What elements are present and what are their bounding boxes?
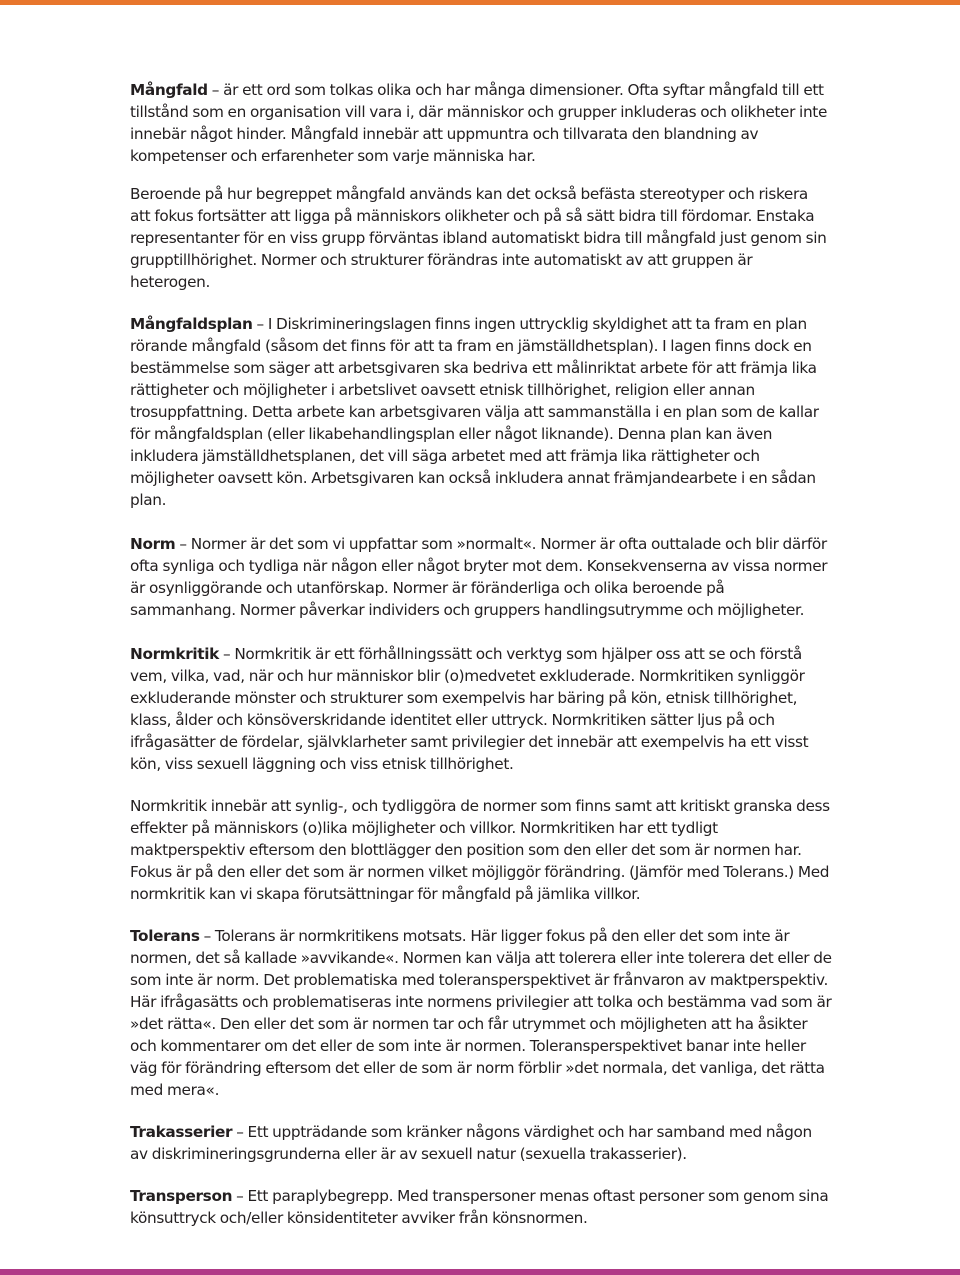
entry-separator: –	[199, 927, 215, 945]
entry-term: Mångfald	[130, 81, 208, 99]
entry-tolerans	[130, 925, 832, 1101]
entry-separator: –	[175, 535, 191, 553]
entry-text: Ett paraplybegrepp. Med transpersoner menas oftast personer som genom sina könsuttryck och/eller könsidentiteter avviker från könsnormen.	[130, 1187, 829, 1227]
entry-term: Normkritik	[130, 645, 219, 663]
entry-term: Mångfaldsplan	[130, 315, 253, 333]
entry-text: Normkritik innebär att synlig-, och tydliggöra de normer som finns samt att kritiskt granska dess effekter på människors (o)lika möjligheter och villkor. Normkritiken har ett tydligt maktperspektiv eftersom den blottlägger den position som den eller det som är normen har. Fokus är på den eller det som är normen vilket möjliggör förändring. (Jämför med Tolerans.) Med normkritik kan vi skapa förutsättningar för mångfald på jämlika villkor.	[130, 797, 830, 903]
entry-text: Normer är det som vi uppfattar som »normalt«. Normer är ofta outtalade och blir därför ofta synliga och tydliga när någon eller något bryter mot dem. Konsekvenserna av vissa normer är osynliggörande och utanförskap. Normer är föränderliga och olika beroende på sammanhang. Normer påverkar individers och gruppers handlingsutrymme och möjligheter.	[130, 535, 828, 619]
entry-separator: –	[207, 81, 224, 99]
entry-transperson	[130, 1185, 832, 1229]
top-accent-rule	[0, 0, 960, 5]
entry-text: Beroende på hur begreppet mångfald används kan det också befästa stereotyper och riskera att fokus fortsätter att ligga på människors olikheter och på så sätt bidra till fördomar. Enstaka representanter för en viss grupp förväntas ibland automatiskt bidra till mångfald just genom sin grupptillhörighet. Normer och strukturer förändras inte automatiskt av att gruppen är heterogen.	[130, 185, 827, 291]
entry-trakasserier	[130, 1121, 832, 1165]
entry-norm	[130, 533, 832, 621]
entry-mangfald	[130, 79, 832, 167]
entry-mangfald-continued	[130, 183, 832, 293]
entry-separator: –	[232, 1123, 248, 1141]
entry-text: I Diskrimineringslagen finns ingen uttrycklig skyldighet att ta fram en plan rörande mångfald (såsom det finns för att ta fram en jämställdhetsplan). I lagen finns dock en bestämmelse som säger att arbetsgivaren ska bedriva ett målinriktat arbete för att främja lika rättigheter och möjligheter i arbetslivet oavsett etnisk tillhörighet, religion eller annan trosuppfattning. Detta arbete kan arbetsgivaren välja att sammanställa i en plan som de kallar för mångfaldsplan (eller likabehandlingsplan eller något liknande). Denna plan kan även inkludera jämställdhetsplanen, det vill säga arbetet med att främja lika rättigheter och möjligheter oavsett kön. Arbetsgivaren kan också inkludera annat främjandearbete i en sådan plan.	[130, 315, 819, 509]
entry-text: är ett ord som tolkas olika och har många dimensioner. Ofta syftar mångfald till ett tillstånd som en organisation vill vara i, där människor och grupper inkluderas och olikheter inte innebär något hinder. Mångfald innebär att uppmuntra och tillvarata den blandning av kompetenser och erfarenheter som varje människa har.	[130, 81, 827, 165]
entry-term: Transperson	[130, 1187, 233, 1205]
glossary-body	[130, 79, 832, 1229]
entry-term: Trakasserier	[130, 1123, 233, 1141]
entry-normkritik-continued	[130, 795, 832, 905]
entry-text: Ett uppträdande som kränker någons värdighet och har samband med någon av diskrimineringsgrunderna eller är av sexuell natur (sexuella trakasserier).	[130, 1123, 812, 1163]
entry-mangfaldsplan	[130, 313, 832, 511]
entry-separator: –	[252, 315, 268, 333]
entry-separator: –	[232, 1187, 248, 1205]
entry-term: Norm	[130, 535, 176, 553]
entry-text: Tolerans är normkritikens motsats. Här ligger fokus på den eller det som inte är normen, det så kallade »avvikande«. Normen kan välja att tolerera eller inte tolerera det eller de som inte är norm. Det problematiska med toleransperspektivet är frånvaron av maktperspektiv. Här ifrågasätts och problematiseras inte normens privilegier att tolka och bestämma vad som är »det rätta«. Den eller det som är normen tar och får utrymmet och möjligheten att ha åsikter och kommentarer om det eller de som inte är normen. Toleransperspektivet banar inte heller väg för förändring eftersom det eller de som är norm förblir »det normala, det vanliga, det rätta med mera«.	[130, 927, 832, 1099]
entry-text: Normkritik är ett förhållningssätt och verktyg som hjälper oss att se och förstå vem, vilka, vad, när och hur människor blir (o)medvetet exkluderade. Normkritiken synliggör exkluderande mönster och strukturer som exempelvis har bäring på kön, etnisk tillhörighet, klass, ålder och könsöverskridande identitet eller uttryck. Normkritiken sätter ljus på och ifrågasätter de fördelar, självklarheter samt privilegier det innebär att exempelvis ha ett visst kön, viss sexuell läggning och viss etnisk tillhörighet.	[130, 645, 809, 773]
entry-separator: –	[218, 645, 235, 663]
entry-normkritik	[130, 643, 832, 775]
bottom-accent-rule	[0, 1269, 960, 1275]
entry-term: Tolerans	[130, 927, 200, 945]
